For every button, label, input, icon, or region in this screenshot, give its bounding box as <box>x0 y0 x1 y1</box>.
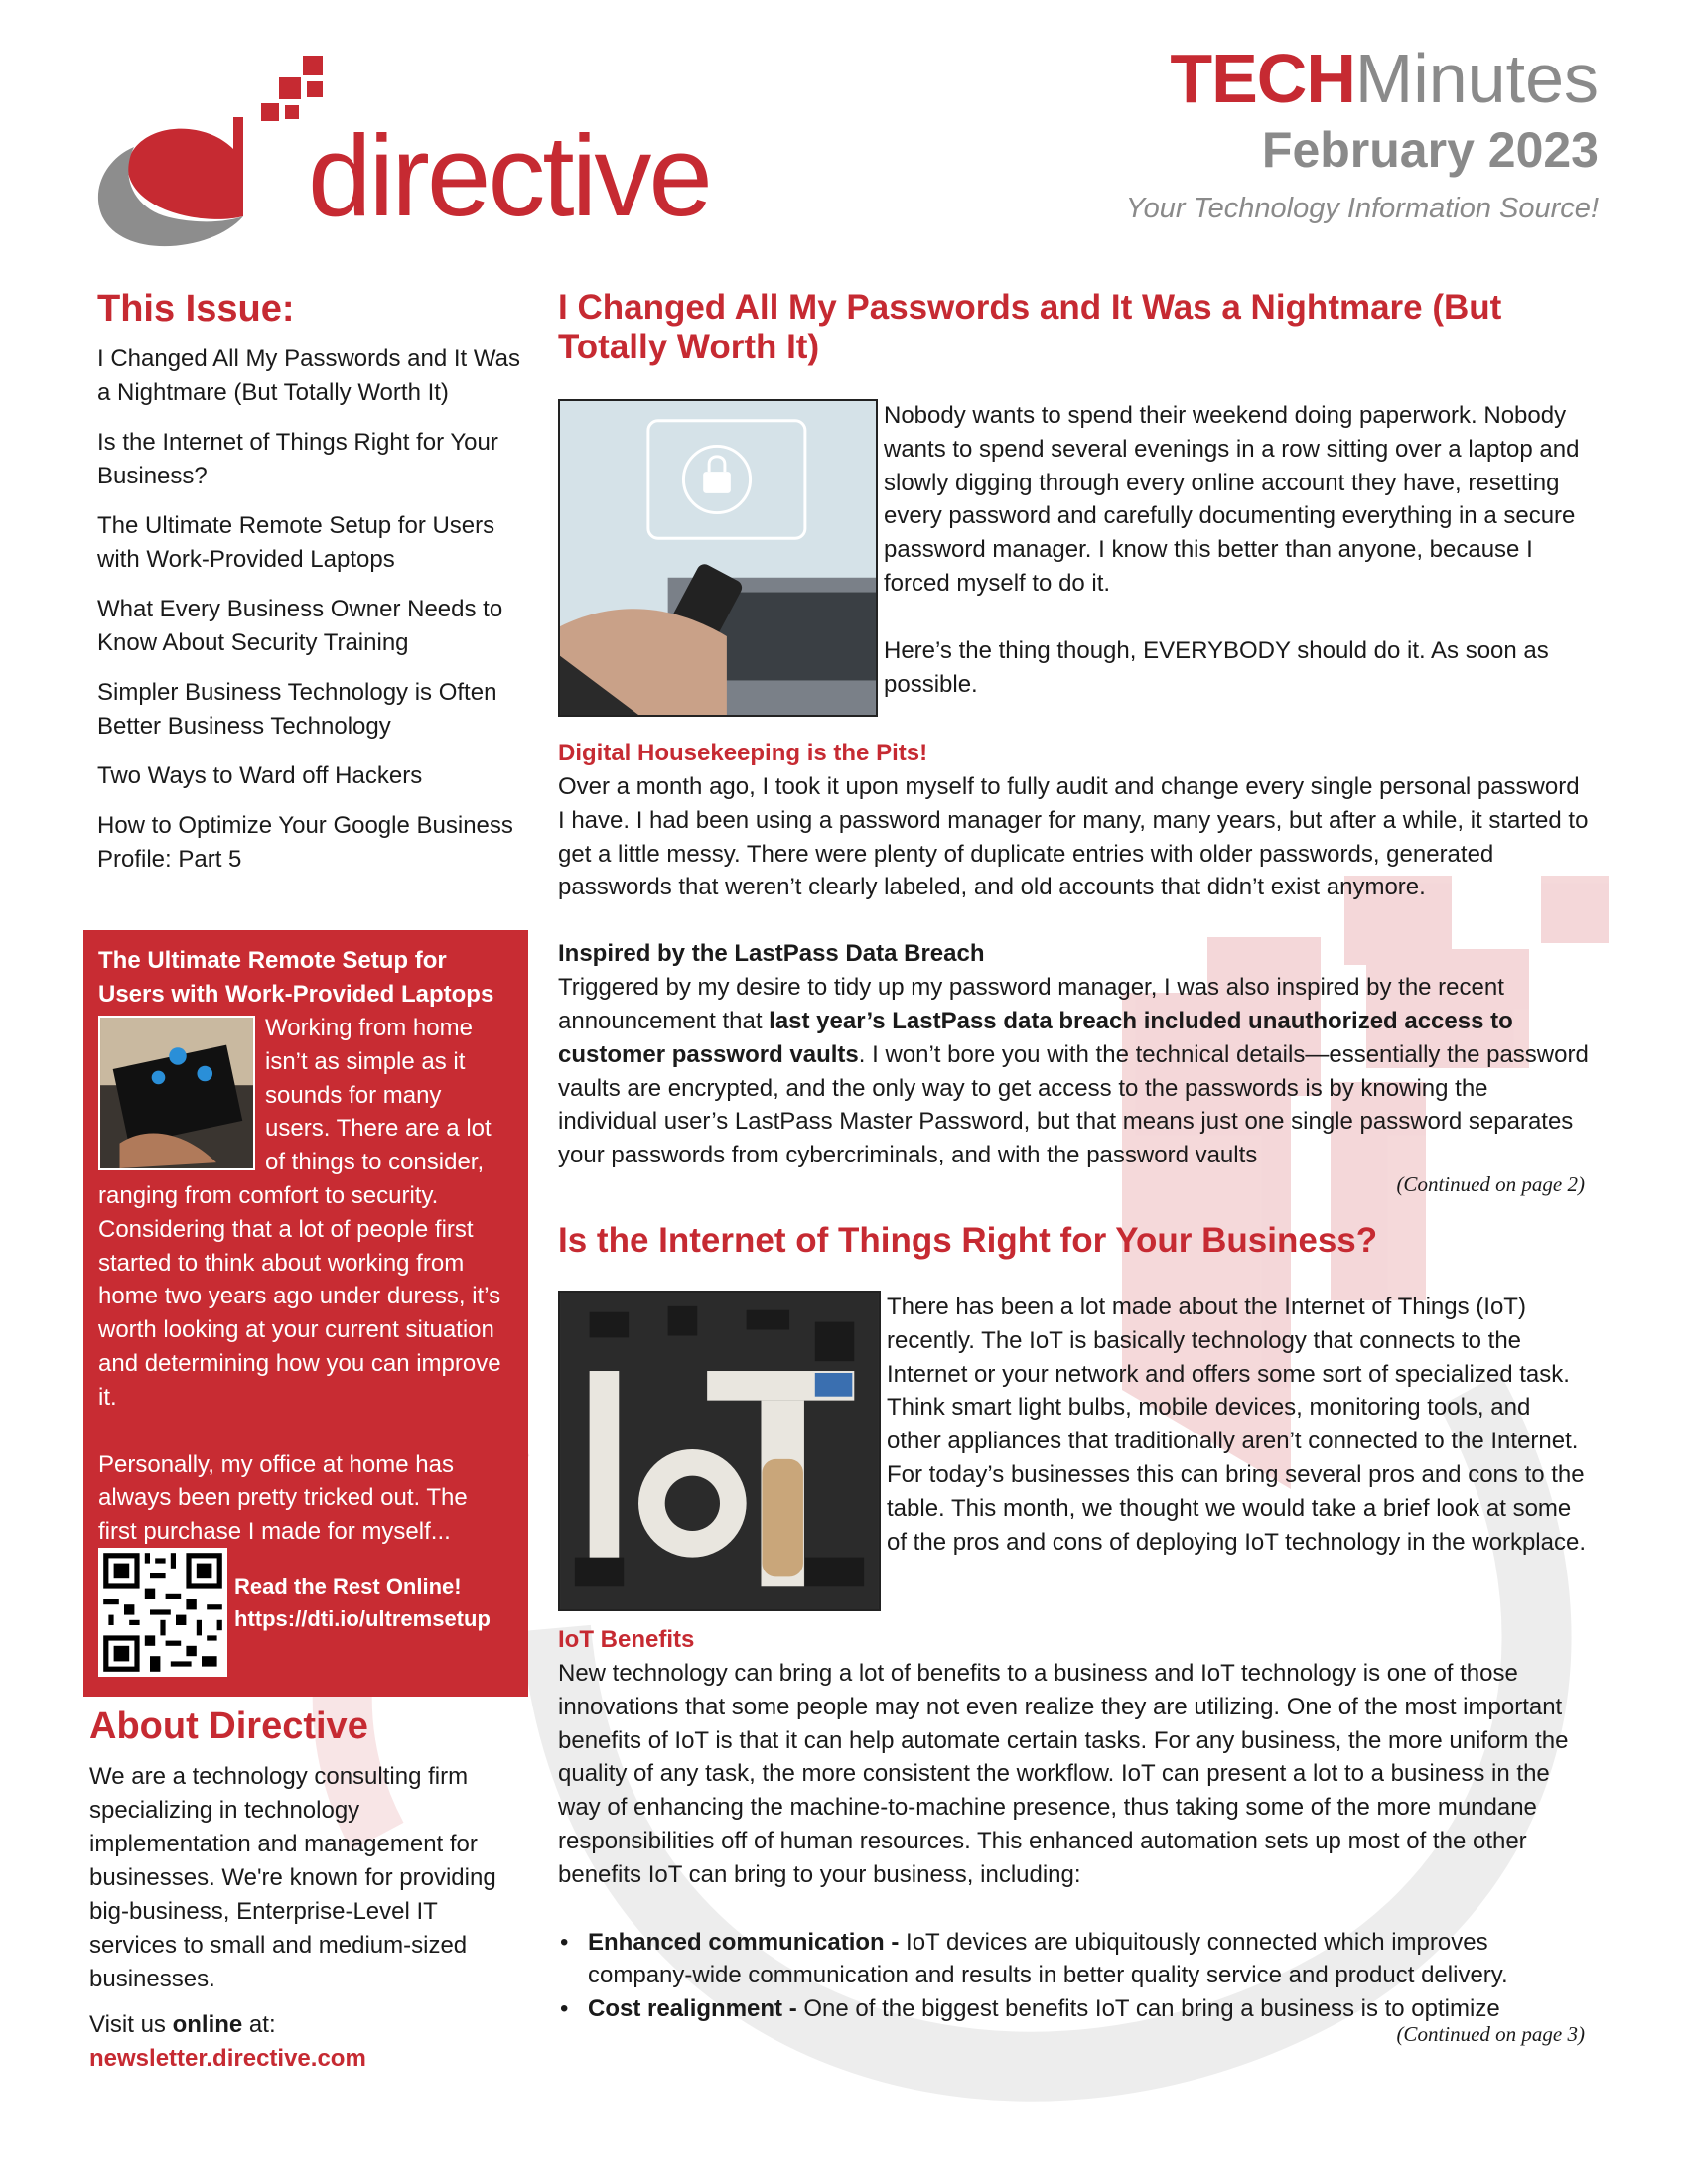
article-1-title: I Changed All My Passwords and It Was a Nightmare (But Totally Worth It) <box>558 288 1502 366</box>
newsletter-title <box>1043 40 1599 117</box>
about-heading: About Directive <box>89 1706 368 1747</box>
toc-heading: This Issue: <box>97 288 295 330</box>
article-1-paragraph-2 <box>558 971 1591 1172</box>
newsletter-link[interactable]: newsletter.directive.com <box>89 2045 366 2072</box>
article-1-subhead-1: Digital Housekeeping is the Pits! <box>558 740 928 766</box>
sidebar-paragraph-1: Working from home isn’t as simple as it sounds for many users. There are a lot of things to consider, ranging from comfort to security. Considering that a lot of people first started to think about working from home two years ago under duress, it’s worth looking at your current situation and determining how you can improve it. <box>98 1015 501 1411</box>
directive-logo[interactable] <box>94 48 710 261</box>
paragraph-2-part-a: Triggered by my desire to tidy up my password manager, I was also inspired by the recent announcement that <box>558 974 1504 1034</box>
paragraph-2-bold: last year’s LastPass data breach included unauthorized access to customer password vaults <box>558 1007 1513 1068</box>
bullet-text: IoT devices are ubiquitously connected which improves company-wide communication and results in better quality service and product delivery. <box>588 1928 1508 1989</box>
visit-suffix: at: <box>242 2011 276 2038</box>
masthead <box>1043 40 1599 225</box>
article-2-continued: (Continued on page 3) <box>1396 2021 1585 2046</box>
article-2-bullet-list <box>558 1926 1591 2026</box>
article-1-intro-p1: Nobody wants to spend their weekend doing paperwork. Nobody wants to spend several evenings in a row sitting over a laptop and slowly digging through every online account they have, resetting every password and carefully documenting everything in a secure password manager. I know this better than anyone, because I forced myself to do it. <box>884 402 1580 597</box>
sidebar-feature-box <box>83 930 528 1697</box>
tagline: Your Technology Information Source! <box>1125 193 1599 224</box>
article-2-paragraph-1: New technology can bring a lot of benefits to a business and IoT technology is one of those innovations that some people may not even realize they are utilizing. One of the most important benefits of IoT is that it can help automate certain tasks. For any business, the more uniform the quality of any task, the more consistent the workflow. IoT can present a lot to a business in the way of enhancing the machine-to-machine presence, thus taking some of the more mundane responsibilities off of human resources. This enhanced automation sets up most of the other benefits IoT can bring to your business, including: <box>558 1659 1569 1888</box>
table-of-contents <box>97 288 524 892</box>
about-text: We are a technology consulting firm specializing in technology implementation and management for businesses. We're known for providing big-business, Enterprise-Level IT services to small and medium-sized businesses. <box>89 1763 496 1992</box>
bullet-text: One of the biggest benefits IoT can bring a business is to optimize <box>796 1995 1500 2023</box>
issue-date: February 2023 <box>1261 122 1599 178</box>
article-1-intro-p2: Here’s the thing though, EVERYBODY should do it. As soon as possible. <box>884 636 1549 698</box>
paragraph-2-part-b: . I won’t bore you with the technical details—essentially the password vaults are encrypted, and the only way to get access to the passwords is by knowing the individual user’s LastPass Master Password, but that means just one single password separates your passwords from cybercriminals, and with the password vaults <box>558 1040 1589 1169</box>
sidebar-title: The Ultimate Remote Setup for Users with Work-Provided Laptops <box>98 947 494 1008</box>
toc-item[interactable]: Two Ways to Ward off Hackers <box>97 762 423 789</box>
visit-bold: online <box>172 2011 243 2038</box>
article-2-intro <box>558 1291 1591 1559</box>
list-item <box>588 1926 1591 1993</box>
read-more-url[interactable]: https://dti.io/ultremsetup <box>234 1606 491 1631</box>
bullet-bold: Enhanced communication - <box>588 1928 900 1956</box>
article-2-intro-text: There has been a lot made about the Internet of Things (IoT) recently. The IoT is basically technology that connects to the Internet or your network and offers some sort of specialized task. Think smart light bulbs, mobile devices, monitoring tools, and other appliances that traditionally aren’t connected to the Internet. For today’s businesses this can bring several pros and cons to the table. This month, we thought we would take a brief look at some of the pros and cons of deploying IoT technology in the workplace. <box>887 1293 1587 1556</box>
title-bold: TECH <box>1170 40 1355 117</box>
iot-devices-image <box>558 1291 881 1611</box>
list-item <box>588 1992 1591 2026</box>
read-online-link[interactable] <box>234 1571 491 1635</box>
logo-wordmark: directive <box>308 111 710 240</box>
toc-item[interactable]: What Every Business Owner Needs to Know About Security Training <box>97 596 503 656</box>
article-2-title: Is the Internet of Things Right for Your Business? <box>558 1220 1378 1260</box>
visit-prefix: Visit us <box>89 2011 173 2038</box>
password-security-image <box>558 399 878 717</box>
title-thin: Minutes <box>1354 40 1599 117</box>
article-1-intro <box>558 399 1591 701</box>
sidebar-paragraph-2: Personally, my office at home has always been pretty tricked out. The first purchase I made for myself... <box>98 1450 468 1546</box>
read-more-label: Read the Rest Online! <box>234 1574 462 1599</box>
toc-item[interactable]: Is the Internet of Things Right for Your Business? <box>97 429 498 489</box>
article-1-subhead-2: Inspired by the LastPass Data Breach <box>558 940 985 968</box>
toc-item[interactable]: Simpler Business Technology is Often Better Business Technology <box>97 679 497 740</box>
article-1-continued: (Continued on page 2) <box>1396 1171 1585 1196</box>
about-section <box>89 1706 526 2076</box>
main-column <box>558 288 1591 2047</box>
article-2-subhead-1: IoT Benefits <box>558 1625 695 1653</box>
remote-work-laptop-image <box>98 1016 255 1170</box>
toc-item[interactable]: How to Optimize Your Google Business Profile: Part 5 <box>97 812 513 873</box>
qr-code-icon[interactable] <box>98 1548 227 1677</box>
visit-line <box>89 2008 526 2076</box>
bullet-bold: Cost realignment - <box>588 1995 797 2023</box>
toc-item[interactable]: I Changed All My Passwords and It Was a Nightmare (But Totally Worth It) <box>97 345 520 406</box>
toc-item[interactable]: The Ultimate Remote Setup for Users with Work-Provided Laptops <box>97 512 495 573</box>
article-1-paragraph-1: Over a month ago, I took it upon myself to fully audit and change every single personal password I have. I had been using a password manager for many, many years, but after a while, it started to get a little messy. There were plenty of duplicate entries with older passwords, generated passwords that weren’t clearly labeled, and old accounts that didn’t exist anymore. <box>558 773 1589 901</box>
